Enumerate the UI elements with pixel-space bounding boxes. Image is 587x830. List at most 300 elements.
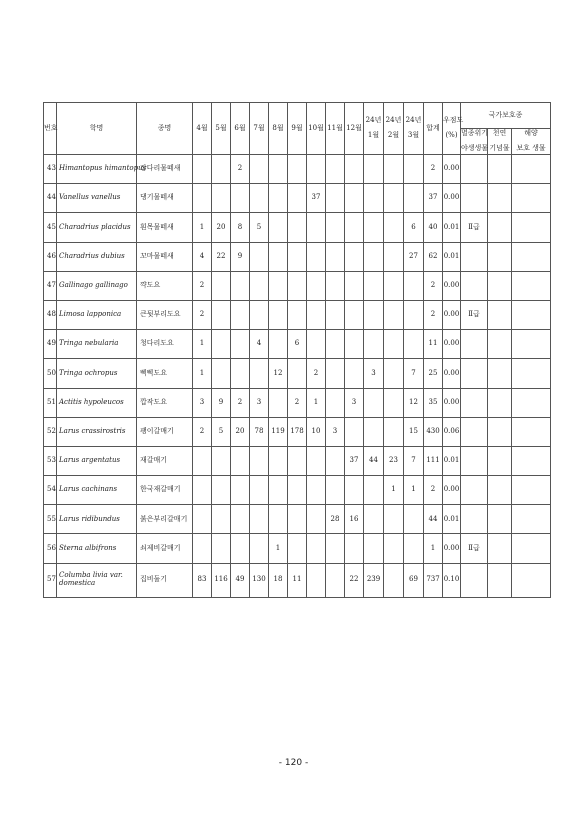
month-count [326, 446, 345, 475]
month-count [326, 271, 345, 300]
month-count: 37 [345, 446, 364, 475]
table-row [44, 359, 551, 388]
dominance-value: 0.00 [443, 534, 461, 563]
month-count: 3 [326, 417, 345, 446]
korean-name: 꺅도요 [137, 271, 193, 300]
total-count: 2 [424, 271, 443, 300]
row-number: 52 [44, 417, 57, 446]
dominance-value: 0.00 [443, 184, 461, 213]
endangered-grade: Ⅱ급 [461, 213, 488, 242]
natural-monument [488, 476, 512, 505]
natural-monument [488, 563, 512, 597]
month-count [269, 388, 288, 417]
month-count [345, 417, 364, 446]
marine-protected [512, 476, 551, 505]
count-24-mar [404, 505, 424, 534]
endangered-grade: Ⅱ급 [461, 534, 488, 563]
natural-monument [488, 271, 512, 300]
total-count: 25 [424, 359, 443, 388]
month-count: 130 [250, 563, 269, 597]
month-count [250, 271, 269, 300]
count-24-jan [364, 388, 384, 417]
month-count [307, 563, 326, 597]
natural-monument [488, 300, 512, 329]
month-count: 20 [231, 417, 250, 446]
month-count [212, 534, 231, 563]
endangered-grade [461, 446, 488, 475]
month-count: 22 [212, 242, 231, 271]
row-number: 57 [44, 563, 57, 597]
month-count: 4 [193, 242, 212, 271]
header-month-aug: 8월 [269, 103, 288, 155]
month-count: 2 [193, 300, 212, 329]
korean-name: 집비둘기 [137, 563, 193, 597]
count-24-feb [384, 213, 404, 242]
table-row [44, 417, 551, 446]
scientific-name: Charadrius placidus [57, 213, 137, 242]
row-number: 53 [44, 446, 57, 475]
count-24-feb [384, 155, 404, 184]
scientific-name: Limosa lapponica [57, 300, 137, 329]
bird-survey-table [43, 102, 551, 598]
count-24-feb [384, 359, 404, 388]
count-24-mar [404, 271, 424, 300]
count-24-feb [384, 300, 404, 329]
endangered-grade [461, 417, 488, 446]
row-number: 51 [44, 388, 57, 417]
count-24-jan [364, 242, 384, 271]
table-row [44, 242, 551, 271]
total-count: 40 [424, 213, 443, 242]
endangered-grade [461, 242, 488, 271]
month-count [345, 184, 364, 213]
month-count: 83 [193, 563, 212, 597]
month-count: 2 [231, 155, 250, 184]
month-count [307, 213, 326, 242]
month-count [250, 300, 269, 329]
count-24-jan [364, 476, 384, 505]
month-count [231, 271, 250, 300]
month-count [212, 446, 231, 475]
month-count: 3 [193, 388, 212, 417]
header-24-mar: 24년 3월 [404, 103, 424, 155]
month-count [307, 300, 326, 329]
scientific-name: Larus ridibundus [57, 505, 137, 534]
count-24-mar [404, 155, 424, 184]
header-month-oct: 10월 [307, 103, 326, 155]
month-count [193, 446, 212, 475]
scientific-name: Gallinago gallinago [57, 271, 137, 300]
header-month-jul: 7월 [250, 103, 269, 155]
month-count: 2 [231, 388, 250, 417]
header-month-nov: 11월 [326, 103, 345, 155]
marine-protected [512, 242, 551, 271]
month-count: 1 [193, 330, 212, 359]
month-count [345, 300, 364, 329]
total-count: 2 [424, 476, 443, 505]
month-count: 4 [250, 330, 269, 359]
table-row [44, 271, 551, 300]
month-count: 3 [345, 388, 364, 417]
month-count [269, 300, 288, 329]
table-row [44, 300, 551, 329]
month-count [288, 300, 307, 329]
total-count: 44 [424, 505, 443, 534]
count-24-mar [404, 534, 424, 563]
korean-name: 흰목물떼새 [137, 213, 193, 242]
table-body [44, 155, 551, 598]
korean-name: 댕기물떼새 [137, 184, 193, 213]
scientific-name: Larus crassirostris [57, 417, 137, 446]
table-row [44, 213, 551, 242]
count-24-jan [364, 300, 384, 329]
natural-monument [488, 330, 512, 359]
count-24-feb [384, 417, 404, 446]
month-count: 1 [193, 359, 212, 388]
count-24-feb: 23 [384, 446, 404, 475]
row-number: 43 [44, 155, 57, 184]
month-count [288, 534, 307, 563]
table-row [44, 534, 551, 563]
month-count [231, 446, 250, 475]
header-month-apr: 4월 [193, 103, 212, 155]
month-count [212, 330, 231, 359]
count-24-mar: 69 [404, 563, 424, 597]
table-row [44, 446, 551, 475]
table-row [44, 330, 551, 359]
month-count [269, 505, 288, 534]
month-count [345, 155, 364, 184]
endangered-grade [461, 271, 488, 300]
natural-monument [488, 242, 512, 271]
month-count [231, 534, 250, 563]
month-count [288, 476, 307, 505]
dominance-value: 0.00 [443, 300, 461, 329]
month-count [250, 505, 269, 534]
endangered-grade: Ⅱ급 [461, 300, 488, 329]
month-count [307, 476, 326, 505]
month-count [269, 155, 288, 184]
row-number: 48 [44, 300, 57, 329]
natural-monument [488, 359, 512, 388]
count-24-jan [364, 417, 384, 446]
month-count [326, 359, 345, 388]
scientific-name: Himantopus himantopus [57, 155, 137, 184]
scientific-name: Larus argentatus [57, 446, 137, 475]
month-count [212, 271, 231, 300]
row-number: 45 [44, 213, 57, 242]
header-natural-monument: 천연 기념물 [488, 129, 512, 155]
korean-name: 쇠제비갈매기 [137, 534, 193, 563]
endangered-grade [461, 359, 488, 388]
month-count [212, 300, 231, 329]
month-count [269, 213, 288, 242]
month-count: 8 [231, 213, 250, 242]
dominance-value: 0.01 [443, 242, 461, 271]
month-count [345, 534, 364, 563]
month-count [345, 213, 364, 242]
month-count [288, 446, 307, 475]
korean-name: 삑삑도요 [137, 359, 193, 388]
month-count [193, 476, 212, 505]
marine-protected [512, 446, 551, 475]
month-count [345, 359, 364, 388]
month-count: 78 [250, 417, 269, 446]
count-24-jan: 239 [364, 563, 384, 597]
scientific-name: Sterna albifrons [57, 534, 137, 563]
scientific-name: Columba livia var. domestica [57, 563, 137, 597]
month-count [193, 505, 212, 534]
month-count: 2 [193, 417, 212, 446]
header-national-protected: 국가보호종 [461, 103, 551, 129]
header-korean-name: 종명 [137, 103, 193, 155]
count-24-jan [364, 505, 384, 534]
month-count [345, 271, 364, 300]
table-row [44, 505, 551, 534]
count-24-mar: 15 [404, 417, 424, 446]
count-24-feb [384, 242, 404, 271]
dominance-value: 0.00 [443, 271, 461, 300]
count-24-feb [384, 330, 404, 359]
count-24-feb [384, 388, 404, 417]
count-24-feb: 1 [384, 476, 404, 505]
month-count [288, 155, 307, 184]
dominance-value: 0.01 [443, 446, 461, 475]
header-total: 합계 [424, 103, 443, 155]
month-count [345, 476, 364, 505]
scientific-name: Larus cachinans [57, 476, 137, 505]
korean-name: 깝작도요 [137, 388, 193, 417]
month-count [345, 330, 364, 359]
header-month-may: 5월 [212, 103, 231, 155]
month-count [326, 213, 345, 242]
month-count [326, 242, 345, 271]
dominance-value: 0.00 [443, 155, 461, 184]
count-24-mar: 7 [404, 446, 424, 475]
month-count: 12 [269, 359, 288, 388]
header-endangered: 멸종위기 야생생물 [461, 129, 488, 155]
natural-monument [488, 505, 512, 534]
month-count [307, 330, 326, 359]
natural-monument [488, 534, 512, 563]
row-number: 56 [44, 534, 57, 563]
header-month-dec: 12월 [345, 103, 364, 155]
month-count [326, 388, 345, 417]
month-count: 2 [307, 359, 326, 388]
count-24-feb [384, 184, 404, 213]
month-count [288, 505, 307, 534]
month-count [212, 476, 231, 505]
scientific-name: Vanellus vanellus [57, 184, 137, 213]
total-count: 37 [424, 184, 443, 213]
count-24-mar [404, 300, 424, 329]
row-number: 49 [44, 330, 57, 359]
month-count: 2 [193, 271, 212, 300]
korean-name: 재갈매기 [137, 446, 193, 475]
month-count [288, 359, 307, 388]
header-no: 번호 [44, 103, 57, 155]
korean-name: 꼬마물떼새 [137, 242, 193, 271]
month-count [250, 242, 269, 271]
month-count [326, 330, 345, 359]
scientific-name: Actitis hypoleucos [57, 388, 137, 417]
month-count [193, 534, 212, 563]
row-number: 50 [44, 359, 57, 388]
count-24-mar [404, 330, 424, 359]
dominance-value: 0.06 [443, 417, 461, 446]
header-24-jan: 24년 1월 [364, 103, 384, 155]
month-count [269, 242, 288, 271]
month-count [326, 534, 345, 563]
endangered-grade [461, 563, 488, 597]
month-count: 28 [326, 505, 345, 534]
natural-monument [488, 213, 512, 242]
month-count [231, 359, 250, 388]
month-count: 9 [212, 388, 231, 417]
marine-protected [512, 271, 551, 300]
month-count [212, 505, 231, 534]
page-number: - 120 - [278, 758, 309, 768]
marine-protected [512, 417, 551, 446]
month-count [250, 534, 269, 563]
natural-monument [488, 417, 512, 446]
month-count [269, 271, 288, 300]
total-count: 737 [424, 563, 443, 597]
month-count [288, 184, 307, 213]
dominance-value: 0.00 [443, 388, 461, 417]
count-24-feb [384, 563, 404, 597]
row-number: 47 [44, 271, 57, 300]
month-count: 10 [307, 417, 326, 446]
month-count [288, 213, 307, 242]
table-row [44, 388, 551, 417]
month-count [307, 271, 326, 300]
endangered-grade [461, 184, 488, 213]
month-count: 18 [269, 563, 288, 597]
month-count [212, 359, 231, 388]
table-row [44, 476, 551, 505]
count-24-mar: 7 [404, 359, 424, 388]
month-count: 9 [231, 242, 250, 271]
month-count [231, 184, 250, 213]
dominance-value: 0.10 [443, 563, 461, 597]
row-number: 44 [44, 184, 57, 213]
scientific-name: Tringa nebularia [57, 330, 137, 359]
dominance-value: 0.01 [443, 213, 461, 242]
total-count: 2 [424, 300, 443, 329]
endangered-grade [461, 155, 488, 184]
month-count: 1 [269, 534, 288, 563]
month-count [269, 476, 288, 505]
count-24-jan [364, 184, 384, 213]
month-count [269, 446, 288, 475]
total-count: 1 [424, 534, 443, 563]
dominance-value: 0.00 [443, 330, 461, 359]
month-count: 6 [288, 330, 307, 359]
scientific-name: Tringa ochropus [57, 359, 137, 388]
count-24-mar: 12 [404, 388, 424, 417]
natural-monument [488, 155, 512, 184]
header-24-feb: 24년 2월 [384, 103, 404, 155]
natural-monument [488, 184, 512, 213]
month-count: 20 [212, 213, 231, 242]
header-month-sep: 9월 [288, 103, 307, 155]
table-row [44, 184, 551, 213]
dominance-value: 0.01 [443, 505, 461, 534]
scientific-name: Charadrius dubius [57, 242, 137, 271]
month-count [250, 446, 269, 475]
total-count: 2 [424, 155, 443, 184]
month-count [250, 359, 269, 388]
header-marine-protected: 해양 보호 생물 [512, 129, 551, 155]
endangered-grade [461, 476, 488, 505]
count-24-jan: 44 [364, 446, 384, 475]
count-24-jan [364, 213, 384, 242]
month-count: 5 [212, 417, 231, 446]
month-count [193, 184, 212, 213]
month-count [231, 300, 250, 329]
month-count [326, 155, 345, 184]
marine-protected [512, 534, 551, 563]
count-24-jan [364, 271, 384, 300]
month-count [212, 184, 231, 213]
month-count [288, 242, 307, 271]
month-count: 16 [345, 505, 364, 534]
total-count: 11 [424, 330, 443, 359]
count-24-mar: 1 [404, 476, 424, 505]
korean-name: 한국재갈매기 [137, 476, 193, 505]
count-24-feb [384, 534, 404, 563]
count-24-jan [364, 155, 384, 184]
month-count [231, 330, 250, 359]
month-count [326, 300, 345, 329]
count-24-jan [364, 534, 384, 563]
month-count: 116 [212, 563, 231, 597]
total-count: 62 [424, 242, 443, 271]
month-count [212, 155, 231, 184]
marine-protected [512, 184, 551, 213]
korean-name: 청다리도요 [137, 330, 193, 359]
marine-protected [512, 563, 551, 597]
month-count: 1 [307, 388, 326, 417]
month-count: 49 [231, 563, 250, 597]
month-count: 1 [193, 213, 212, 242]
korean-name: 큰뒷부리도요 [137, 300, 193, 329]
count-24-mar: 27 [404, 242, 424, 271]
header-scientific-name: 학명 [57, 103, 137, 155]
header-month-jun: 6월 [231, 103, 250, 155]
total-count: 111 [424, 446, 443, 475]
endangered-grade [461, 330, 488, 359]
korean-name: 장다리물떼새 [137, 155, 193, 184]
natural-monument [488, 446, 512, 475]
month-count [326, 476, 345, 505]
count-24-mar: 6 [404, 213, 424, 242]
marine-protected [512, 155, 551, 184]
natural-monument [488, 388, 512, 417]
marine-protected [512, 213, 551, 242]
count-24-feb [384, 505, 404, 534]
month-count [307, 155, 326, 184]
month-count [307, 505, 326, 534]
month-count: 5 [250, 213, 269, 242]
month-count [231, 505, 250, 534]
month-count [326, 184, 345, 213]
month-count [326, 563, 345, 597]
month-count [307, 446, 326, 475]
count-24-feb [384, 271, 404, 300]
month-count [231, 476, 250, 505]
